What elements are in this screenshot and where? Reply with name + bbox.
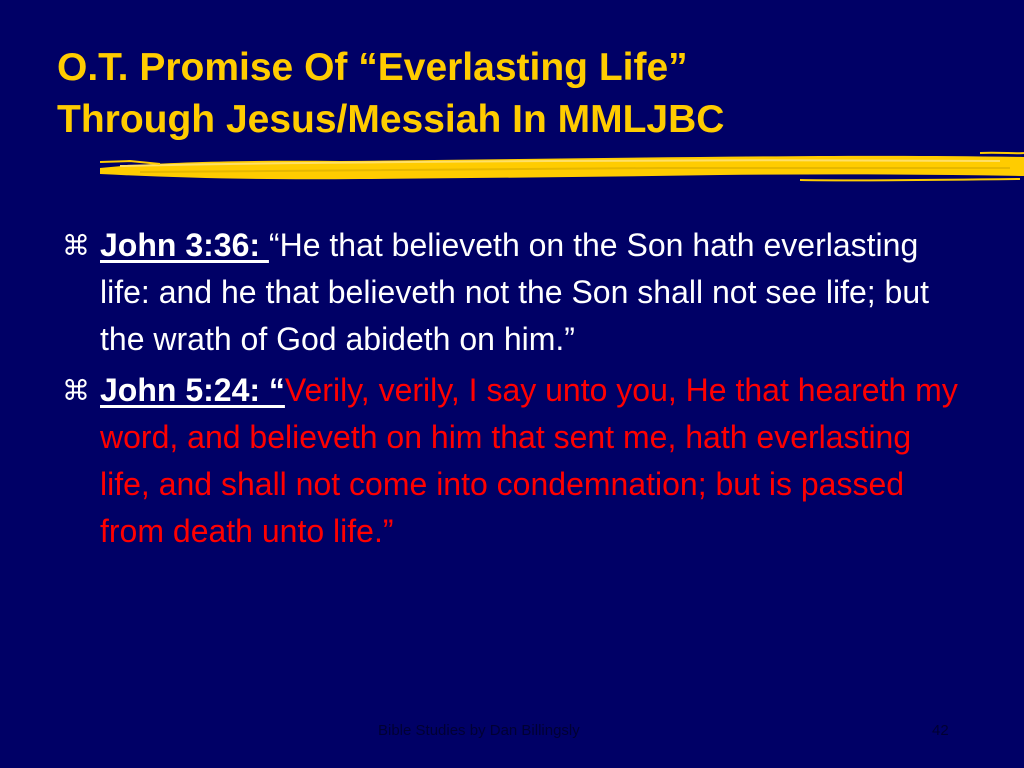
bullet-list [62,222,962,559]
bullet-john-3-36 [62,222,962,363]
bullet-z-icon: ⌘ [62,374,90,407]
title-line-2: Through Jesus/Messiah In MMLJBC [57,98,725,141]
footer-credit: Bible Studies by Dan Billingsly [378,722,580,739]
scripture-reference: John 3:36: [100,227,269,263]
brush-stroke-divider [100,148,1024,188]
scripture-quote: Verily, verily, I say unto you, He that heareth my word, and believeth on him that sent me, hath everlasting life, and shall not come into condemnation; but is passed from death unto life.” [100,372,958,549]
page-number: 42 [932,722,949,739]
slide-title [57,42,997,146]
bullet-john-5-24 [62,367,962,555]
scripture-quote: “He that believeth on the Son hath everlasting life: and he that believeth not the Son shall not see life; but the wrath of God abideth on him.” [100,227,930,357]
bullet-z-icon: ⌘ [62,229,90,262]
title-line-1: O.T. Promise Of “Everlasting Life” [57,46,688,89]
scripture-reference: John 5:24: “ [100,372,285,408]
